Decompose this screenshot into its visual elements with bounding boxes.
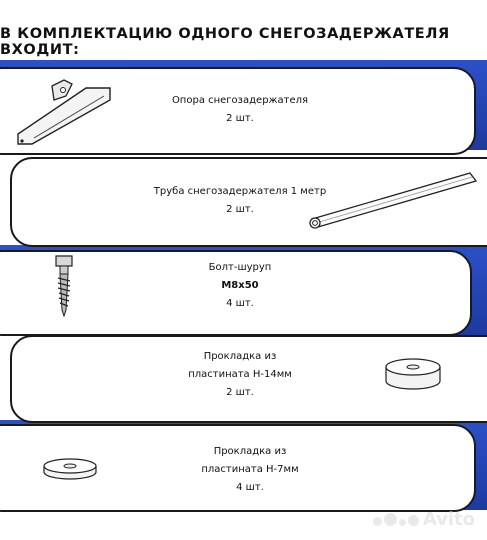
item-quantity: 2 шт. [226, 204, 254, 215]
snow-guard-support-icon [14, 78, 114, 150]
item-text-gasket-7 [140, 443, 360, 497]
item-name-line2: пластината Н-14мм [188, 369, 292, 380]
thin-gasket-icon [42, 458, 98, 480]
item-name-line1: Болт-шуруп [208, 262, 272, 273]
item-quantity: 4 шт. [226, 298, 254, 309]
item-name-line1: Прокладка из [203, 351, 277, 362]
watermark-text: Avito [422, 509, 475, 530]
avito-logo-icon [373, 513, 419, 526]
thick-gasket-icon [384, 357, 442, 391]
item-name: Опора снегозадержателя [171, 95, 309, 106]
item-name-line1: Прокладка из [213, 446, 287, 457]
item-name-line2: пластината Н-7мм [201, 464, 299, 475]
page-header [0, 0, 487, 64]
item-name: Труба снегозадержателя 1 метр [153, 186, 327, 197]
item-text-gasket-14 [130, 348, 350, 402]
item-text-support [140, 92, 340, 128]
item-name-line2: М8х50 [221, 280, 259, 291]
avito-watermark [373, 509, 475, 530]
snow-guard-pipe-icon [304, 167, 482, 233]
bolt-screw-icon [48, 252, 84, 318]
item-quantity: 2 шт. [226, 387, 254, 398]
item-quantity: 2 шт. [226, 113, 254, 124]
page-title: В КОМПЛЕКТАЦИЮ ОДНОГО СНЕГОЗАДЕРЖАТЕЛЯ ВХОДИТ: [0, 26, 450, 58]
item-quantity: 4 шт. [236, 482, 264, 493]
item-text-bolt [140, 259, 340, 313]
